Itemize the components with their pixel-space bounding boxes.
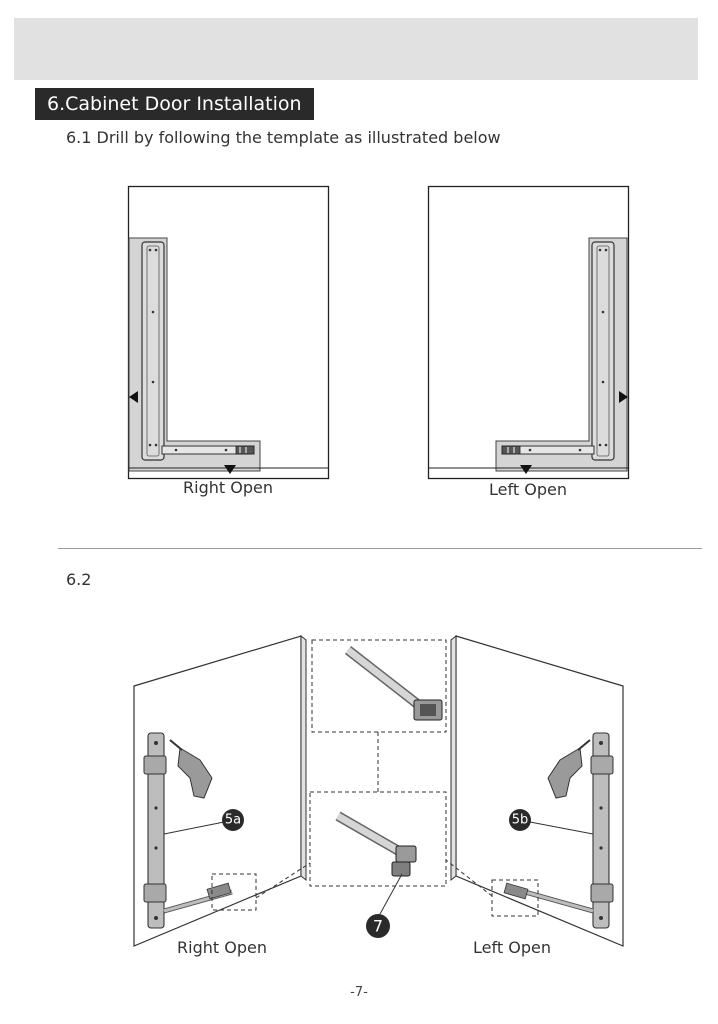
header-band bbox=[14, 18, 698, 80]
callout-5b-label: 5b bbox=[511, 812, 529, 828]
installation-illustration bbox=[120, 628, 640, 953]
callout-5a bbox=[222, 809, 244, 831]
callout-7 bbox=[366, 914, 390, 938]
installation-label-right-open: Right Open bbox=[177, 938, 267, 957]
step-6-1-instruction: 6.1 Drill by following the template as illustrated below bbox=[66, 128, 501, 147]
template-label-right-open: Right Open bbox=[183, 478, 273, 497]
step-6-2-label: 6.2 bbox=[66, 570, 92, 589]
drill-template-right-open bbox=[120, 180, 340, 485]
callout-5b bbox=[509, 809, 531, 831]
detail-view-top bbox=[312, 640, 446, 732]
section-divider bbox=[58, 548, 702, 549]
callout-5a-label: 5a bbox=[224, 812, 242, 828]
callout-7-label: 7 bbox=[372, 916, 384, 936]
template-label-left-open: Left Open bbox=[489, 480, 567, 499]
detail-view-bottom bbox=[310, 792, 446, 886]
drill-template-left-open bbox=[420, 180, 640, 485]
installation-label-left-open: Left Open bbox=[473, 938, 551, 957]
page-number: -7- bbox=[350, 985, 368, 1000]
section-title: 6.Cabinet Door Installation bbox=[35, 88, 314, 120]
